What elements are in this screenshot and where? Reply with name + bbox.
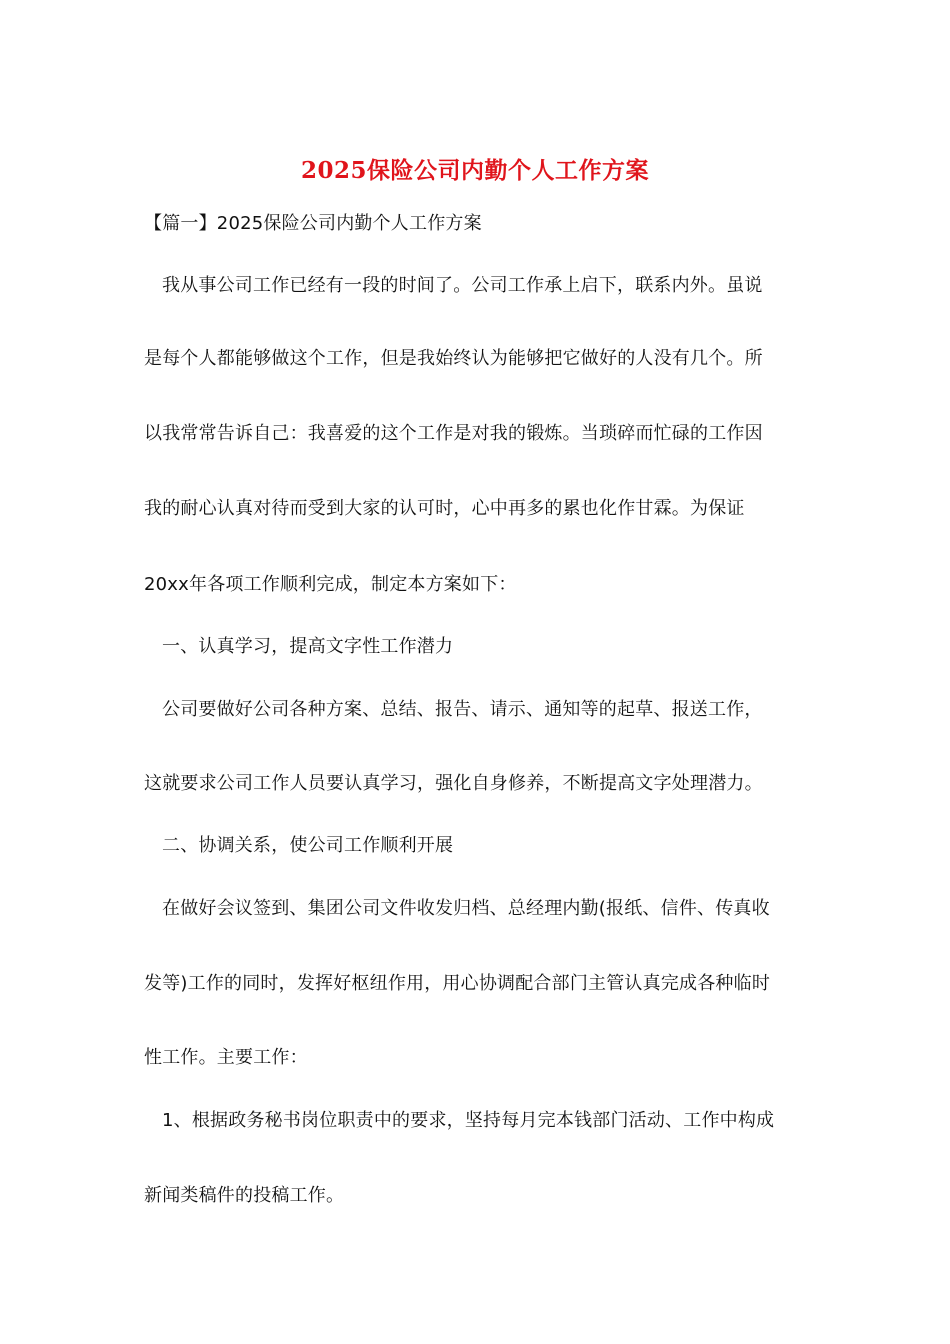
section-heading-one: 一、认真学习，提高文字性工作潜力 [162,636,454,657]
paragraph-line: 是每个人都能够做这个工作，但是我始终认为能够把它做好的人没有几个。所 [144,348,763,369]
paragraph-line: 以我常常告诉自己：我喜爱的这个工作是对我的锻炼。当琐碎而忙碌的工作因 [144,423,763,444]
section-heading-part-one: 【篇一】2025保险公司内勤个人工作方案 [144,213,482,234]
paragraph-line: 公司要做好公司各种方案、总结、报告、请示、通知等的起草、报送工作， [162,699,763,720]
list-item-line: 新闻类稿件的投稿工作。 [144,1185,345,1206]
paragraph-line: 性工作。主要工作： [144,1047,308,1068]
paragraph-line: 我从事公司工作已经有一段的时间了。公司工作承上启下，联系内外。虽说 [162,275,763,296]
paragraph-line: 在做好会议签到、集团公司文件收发归档、总经理内勤(报纸、信件、传真收 [162,898,770,919]
paragraph-line: 20xx年各项工作顺利完成，制定本方案如下： [144,574,517,595]
paragraph-line: 我的耐心认真对待而受到大家的认可时，心中再多的累也化作甘霖。为保证 [144,498,745,519]
paragraph-line: 发等)工作的同时，发挥好枢纽作用，用心协调配合部门主管认真完成各种临时 [144,973,771,994]
list-item-line: 1、根据政务秘书岗位职责中的要求，坚持每月完本钱部门活动、工作中构成 [162,1110,775,1131]
document-title: 2025保险公司内勤个人工作方案 [300,157,649,184]
paragraph-line: 这就要求公司工作人员要认真学习，强化自身修养，不断提高文字处理潜力。 [144,773,763,794]
section-heading-two: 二、协调关系，使公司工作顺利开展 [162,835,454,856]
